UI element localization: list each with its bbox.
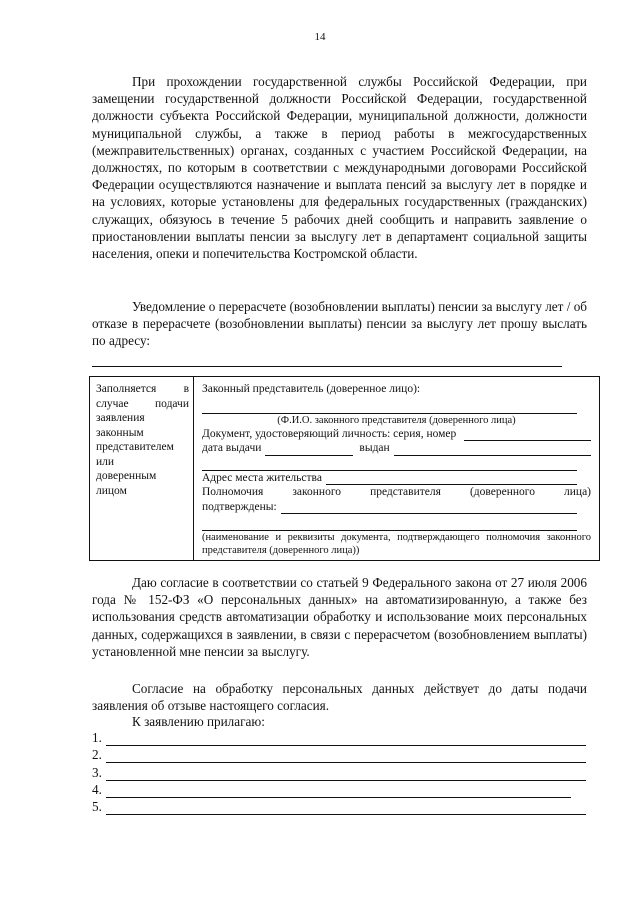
powers-word: (доверенного bbox=[469, 486, 535, 498]
powers-word: законного bbox=[292, 486, 341, 498]
note-line: случае подачи bbox=[96, 397, 189, 410]
issue-row bbox=[202, 441, 591, 456]
issue-date-label: дата выдачи bbox=[202, 442, 262, 454]
list-item-number: 5. bbox=[92, 798, 102, 814]
issued-by-line[interactable] bbox=[394, 445, 591, 456]
attachment-input-line[interactable] bbox=[106, 751, 586, 763]
attachment-input-line[interactable] bbox=[106, 734, 586, 746]
powers-row bbox=[202, 485, 591, 500]
service-notice-text: При прохождении государственной службы Российской Федерации, при замещении государственной должности Российской Федерации, государственной должности субъекта Российской Федерации, муниципальной должности, должности муниципальной службы, а также в период работы в межгосударственных (межправительственных) органах, созданных с участием Российской Федерации, на должностях, по которым в соответствии с международными договорами Российской Федерации осуществляются назначение и выплата пенсий за выслугу лет в порядке и на условиях, которые установлены для федеральных государственных (гражданских) служащих, обязуюсь в течение 5 рабочих дней сообщить и направить заявление о приостановлении выплаты пенсии за выслугу лет в департамент социальной защиты населения, опеки и попечительства Костромской области. bbox=[92, 74, 587, 262]
list-item bbox=[92, 798, 592, 815]
list-item bbox=[92, 746, 592, 763]
note-line: доверенным bbox=[96, 470, 157, 482]
powers-word: лица) bbox=[564, 486, 591, 498]
confirmed-line[interactable] bbox=[281, 503, 577, 514]
note-line: лицом bbox=[96, 484, 127, 497]
fio-caption: (Ф.И.О. законного представителя (доверенного лица) bbox=[277, 414, 516, 426]
attachment-input-line[interactable] bbox=[106, 786, 571, 798]
confirmed-row bbox=[202, 500, 591, 515]
attachment-input-line[interactable] bbox=[106, 803, 586, 815]
issued-by-label: выдан bbox=[359, 442, 390, 454]
legal-rep-name-line[interactable] bbox=[202, 399, 577, 414]
document-number-line[interactable] bbox=[464, 430, 591, 441]
document-label: Документ, удостоверяющий личность: серия, номер bbox=[202, 427, 457, 440]
representative-note-cell bbox=[90, 377, 194, 561]
note-line: Заполняется в bbox=[96, 383, 189, 395]
representative-table bbox=[89, 376, 600, 561]
representative-details-cell bbox=[194, 377, 600, 561]
issued-by-extra-line[interactable] bbox=[202, 456, 577, 471]
issue-date-line[interactable] bbox=[265, 445, 353, 456]
attachments-heading-paragraph bbox=[92, 713, 587, 730]
notification-address-paragraph bbox=[92, 298, 587, 350]
attachment-input-line[interactable] bbox=[106, 769, 586, 781]
confirmed-label: подтверждены: bbox=[202, 500, 277, 513]
address-input-line[interactable] bbox=[92, 366, 562, 367]
attachments-list bbox=[92, 729, 592, 815]
address-label: Адрес места жительства bbox=[202, 471, 322, 484]
powers-word: представителя bbox=[370, 486, 441, 498]
note-line: или bbox=[96, 455, 115, 468]
legal-rep-label: Законный представитель (доверенное лицо): bbox=[202, 383, 421, 395]
list-item-number: 1. bbox=[92, 730, 102, 746]
powers-document-caption: (наименование и реквизиты документа, подтверждающего полномочия законного представителя (доверенного лица)) bbox=[202, 532, 591, 556]
address-line[interactable] bbox=[326, 474, 577, 485]
list-item bbox=[92, 729, 592, 746]
notification-address-text: Уведомление о перерасчете (возобновлении выплаты) пенсии за выслугу лет / об отказе в перерасчете (возобновлении выплаты) пенсии за выслугу лет прошу выслать по адресу: bbox=[92, 299, 587, 349]
powers-word: Полномочия bbox=[202, 486, 264, 498]
document-row bbox=[202, 427, 591, 442]
list-item-number: 3. bbox=[92, 764, 102, 780]
list-item bbox=[92, 781, 592, 798]
powers-document-line[interactable] bbox=[202, 516, 577, 531]
consent-validity-paragraph bbox=[92, 680, 587, 714]
service-notice-paragraph bbox=[92, 73, 587, 262]
page-number: 14 bbox=[314, 31, 326, 43]
list-item-number: 4. bbox=[92, 781, 102, 797]
consent-validity-text: Согласие на обработку персональных данных действует до даты подачи заявления об отзыве настоящего согласия. bbox=[92, 681, 587, 714]
note-line: заявления bbox=[96, 412, 145, 424]
consent-text: Даю согласие в соответствии со статьей 9 Федерального закона от 27 июля 2006 года № 152-ФЗ «О персональных данных» на автоматизированную, а также без использования средств автоматизации обработку и использование моих персональных данных, содержащихся в заявлении, в связи с перерасчетом (возобновлением выплаты) установленной мне пенсии за выслугу. bbox=[92, 575, 587, 659]
attachments-heading: К заявлению прилагаю: bbox=[132, 714, 265, 729]
list-item bbox=[92, 763, 592, 780]
list-item-number: 2. bbox=[92, 747, 102, 763]
note-line: законным bbox=[96, 426, 144, 439]
address-row bbox=[202, 471, 591, 486]
note-line: представителем bbox=[96, 441, 174, 453]
consent-paragraph bbox=[92, 574, 587, 660]
